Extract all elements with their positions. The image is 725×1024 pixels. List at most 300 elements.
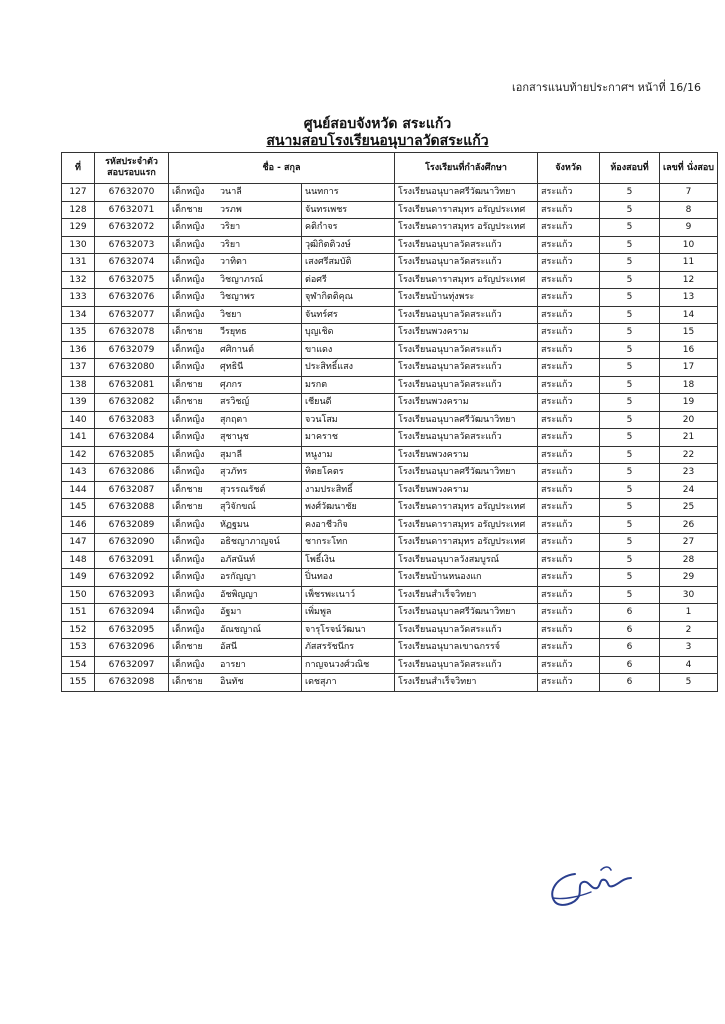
- candidate-name: [169, 551, 302, 569]
- seat-number: 4: [660, 656, 718, 674]
- candidate-surname: เชียนดี: [302, 394, 395, 412]
- seat-number: 13: [660, 289, 718, 307]
- candidate-first-name: สุกฤตา: [220, 414, 248, 425]
- candidate-surname: โพธิ์เงิน: [302, 551, 395, 569]
- row-number: 148: [62, 551, 95, 569]
- table-row: [62, 534, 718, 552]
- candidate-name: [169, 446, 302, 464]
- candidate-surname: คติกำจร: [302, 219, 395, 237]
- province: สระแก้ว: [538, 359, 600, 377]
- candidate-first-name: อินทัช: [220, 677, 244, 688]
- candidate-surname: คงอาชีวกิจ: [302, 516, 395, 534]
- candidate-surname: จันทรเพชร: [302, 201, 395, 219]
- candidate-prefix: เด็กหญิง: [172, 362, 205, 373]
- candidate-prefix: เด็กหญิง: [172, 589, 205, 600]
- table-row: [62, 306, 718, 324]
- room-number: 6: [600, 656, 660, 674]
- candidate-first-name: อธิชญาภาญจน์: [220, 537, 280, 548]
- seat-number: 7: [660, 184, 718, 202]
- candidate-surname: เพ็ชรพะเนาว์: [302, 586, 395, 604]
- candidate-surname: จารุโรจน์วัฒนา: [302, 621, 395, 639]
- candidate-first-name: วริยา: [220, 239, 241, 250]
- school-name: โรงเรียนพวงคราม: [395, 324, 538, 342]
- candidate-code: 67632086: [95, 464, 169, 482]
- province: สระแก้ว: [538, 604, 600, 622]
- province: สระแก้ว: [538, 499, 600, 517]
- room-number: 5: [600, 306, 660, 324]
- header-province: จังหวัด: [538, 153, 600, 184]
- candidate-code: 67632071: [95, 201, 169, 219]
- candidate-first-name: วนาลี: [220, 187, 242, 198]
- province: สระแก้ว: [538, 516, 600, 534]
- candidate-name: [169, 394, 302, 412]
- candidate-name: [169, 236, 302, 254]
- candidate-code: 67632074: [95, 254, 169, 272]
- candidate-name: [169, 639, 302, 657]
- candidate-prefix: เด็กหญิง: [172, 659, 205, 670]
- candidate-name: [169, 674, 302, 692]
- candidate-surname: นนทการ: [302, 184, 395, 202]
- table-row: [62, 219, 718, 237]
- school-name: โรงเรียนอนุบาลวัดสระแก้ว: [395, 656, 538, 674]
- candidate-name: [169, 499, 302, 517]
- school-name: โรงเรียนดาราสมุทร อรัญประเทศ: [395, 499, 538, 517]
- candidate-prefix: เด็กหญิง: [172, 257, 205, 268]
- room-number: 5: [600, 376, 660, 394]
- candidate-name: [169, 184, 302, 202]
- page-reference: เอกสารแนบท้ายประกาศฯ หน้าที่ 16/16: [512, 81, 701, 94]
- header-code: รหัสประจำตัว สอบรอบแรก: [95, 153, 169, 184]
- candidate-surname: ขาแดง: [302, 341, 395, 359]
- candidate-prefix: เด็กหญิง: [172, 537, 205, 548]
- row-number: 149: [62, 569, 95, 587]
- candidate-surname: ปิ่นทอง: [302, 569, 395, 587]
- room-number: 6: [600, 674, 660, 692]
- row-number: 128: [62, 201, 95, 219]
- room-number: 5: [600, 516, 660, 534]
- school-name: โรงเรียนดาราสมุทร อรัญประเทศ: [395, 534, 538, 552]
- seat-number: 14: [660, 306, 718, 324]
- province: สระแก้ว: [538, 201, 600, 219]
- candidate-prefix: เด็กชาย: [172, 502, 203, 513]
- province: สระแก้ว: [538, 639, 600, 657]
- candidate-prefix: เด็กหญิง: [172, 624, 205, 635]
- school-name: โรงเรียนอนุบาลวัดสระแก้ว: [395, 376, 538, 394]
- candidate-code: 67632080: [95, 359, 169, 377]
- candidate-prefix: เด็กชาย: [172, 642, 203, 653]
- candidate-prefix: เด็กหญิง: [172, 274, 205, 285]
- province: สระแก้ว: [538, 184, 600, 202]
- seat-number: 25: [660, 499, 718, 517]
- candidate-code: 67632087: [95, 481, 169, 499]
- row-number: 130: [62, 236, 95, 254]
- candidate-surname: ภัสสรรัชนีกร: [302, 639, 395, 657]
- seat-number: 10: [660, 236, 718, 254]
- table-row: [62, 516, 718, 534]
- province: สระแก้ว: [538, 674, 600, 692]
- row-number: 132: [62, 271, 95, 289]
- room-number: 5: [600, 271, 660, 289]
- candidate-prefix: เด็กหญิง: [172, 519, 205, 530]
- candidate-surname: ชากระโทก: [302, 534, 395, 552]
- candidate-first-name: อรกัญญา: [220, 572, 257, 583]
- candidate-surname: ทิตยโคตร: [302, 464, 395, 482]
- candidate-surname: งามประสิทธิ์: [302, 481, 395, 499]
- candidate-first-name: วรภพ: [220, 204, 242, 215]
- row-number: 131: [62, 254, 95, 272]
- candidate-name: [169, 481, 302, 499]
- room-number: 5: [600, 586, 660, 604]
- row-number: 150: [62, 586, 95, 604]
- room-number: 5: [600, 219, 660, 237]
- candidate-prefix: เด็กหญิง: [172, 449, 205, 460]
- candidate-name: [169, 254, 302, 272]
- seat-number: 30: [660, 586, 718, 604]
- province: สระแก้ว: [538, 429, 600, 447]
- school-name: โรงเรียนดาราสมุทร อรัญประเทศ: [395, 516, 538, 534]
- seat-number: 15: [660, 324, 718, 342]
- candidate-prefix: เด็กหญิง: [172, 554, 205, 565]
- candidate-name: [169, 411, 302, 429]
- province: สระแก้ว: [538, 376, 600, 394]
- row-number: 153: [62, 639, 95, 657]
- candidate-first-name: สุวภัทร: [220, 467, 248, 478]
- header-no: ที่: [62, 153, 95, 184]
- school-name: โรงเรียนอนุบาลวัดสระแก้ว: [395, 359, 538, 377]
- candidate-surname: เดชสุภา: [302, 674, 395, 692]
- room-number: 5: [600, 411, 660, 429]
- candidate-code: 67632075: [95, 271, 169, 289]
- school-name: โรงเรียนอนุบาลวัดสระแก้ว: [395, 341, 538, 359]
- table-row: [62, 446, 718, 464]
- candidate-code: 67632090: [95, 534, 169, 552]
- candidate-surname: จันทร์ศร: [302, 306, 395, 324]
- table-row: [62, 411, 718, 429]
- candidate-code: 67632081: [95, 376, 169, 394]
- candidate-first-name: อัฐมา: [220, 607, 242, 618]
- signature-icon: [545, 852, 645, 912]
- row-number: 138: [62, 376, 95, 394]
- table-row: [62, 324, 718, 342]
- table-row: [62, 429, 718, 447]
- candidate-first-name: อัณชญาณ์: [220, 624, 261, 635]
- candidate-prefix: เด็กหญิง: [172, 187, 205, 198]
- row-number: 146: [62, 516, 95, 534]
- seat-number: 12: [660, 271, 718, 289]
- room-number: 5: [600, 569, 660, 587]
- candidate-prefix: เด็กหญิง: [172, 309, 205, 320]
- candidate-code: 67632097: [95, 656, 169, 674]
- school-name: โรงเรียนสำเร็จวิทยา: [395, 674, 538, 692]
- row-number: 147: [62, 534, 95, 552]
- table-row: [62, 359, 718, 377]
- candidate-code: 67632070: [95, 184, 169, 202]
- room-number: 5: [600, 289, 660, 307]
- room-number: 5: [600, 551, 660, 569]
- seat-number: 3: [660, 639, 718, 657]
- table-row: [62, 656, 718, 674]
- candidate-name: [169, 341, 302, 359]
- candidate-first-name: วาทิตา: [220, 257, 247, 268]
- header-school: โรงเรียนที่กำลังศึกษา: [395, 153, 538, 184]
- table-row: [62, 586, 718, 604]
- room-number: 5: [600, 394, 660, 412]
- row-number: 151: [62, 604, 95, 622]
- candidate-code: 67632083: [95, 411, 169, 429]
- province: สระแก้ว: [538, 621, 600, 639]
- exam-venue-subtitle: สนามสอบโรงเรียนอนุบาลวัดสระแก้ว: [266, 133, 489, 149]
- province: สระแก้ว: [538, 586, 600, 604]
- candidate-name: [169, 289, 302, 307]
- candidate-name: [169, 271, 302, 289]
- candidate-code: 67632072: [95, 219, 169, 237]
- school-name: โรงเรียนพวงคราม: [395, 394, 538, 412]
- table-row: [62, 289, 718, 307]
- seat-number: 5: [660, 674, 718, 692]
- row-number: 129: [62, 219, 95, 237]
- province: สระแก้ว: [538, 464, 600, 482]
- candidate-name: [169, 219, 302, 237]
- province: สระแก้ว: [538, 411, 600, 429]
- header-seat: เลขที่ นั่งสอบ: [660, 153, 718, 184]
- candidate-first-name: สรวิชญ์: [220, 397, 250, 408]
- seat-number: 21: [660, 429, 718, 447]
- candidate-first-name: สุวิจักขณ์: [220, 502, 256, 513]
- school-name: โรงเรียนบ้านทุ่งพระ: [395, 289, 538, 307]
- row-number: 142: [62, 446, 95, 464]
- seat-number: 23: [660, 464, 718, 482]
- candidate-first-name: อารยา: [220, 659, 246, 670]
- candidate-name: [169, 376, 302, 394]
- school-name: โรงเรียนดาราสมุทร อรัญประเทศ: [395, 201, 538, 219]
- seat-number: 29: [660, 569, 718, 587]
- candidate-surname: ต่อศรี: [302, 271, 395, 289]
- candidate-prefix: เด็กหญิง: [172, 344, 205, 355]
- school-name: โรงเรียนอนุบาลศรีวัฒนาวิทยา: [395, 184, 538, 202]
- province: สระแก้ว: [538, 551, 600, 569]
- room-number: 5: [600, 534, 660, 552]
- province: สระแก้ว: [538, 289, 600, 307]
- candidate-prefix: เด็กหญิง: [172, 432, 205, 443]
- row-number: 137: [62, 359, 95, 377]
- table-row: [62, 464, 718, 482]
- candidate-code: 67632082: [95, 394, 169, 412]
- row-number: 152: [62, 621, 95, 639]
- room-number: 5: [600, 324, 660, 342]
- seat-number: 11: [660, 254, 718, 272]
- seat-number: 16: [660, 341, 718, 359]
- row-number: 144: [62, 481, 95, 499]
- candidate-code: 67632089: [95, 516, 169, 534]
- seat-number: 1: [660, 604, 718, 622]
- room-number: 5: [600, 359, 660, 377]
- candidate-code: 67632073: [95, 236, 169, 254]
- province: สระแก้ว: [538, 394, 600, 412]
- candidate-surname: เพิ่มพูล: [302, 604, 395, 622]
- school-name: โรงเรียนอนุบาลวัดสระแก้ว: [395, 306, 538, 324]
- seat-number: 24: [660, 481, 718, 499]
- candidate-prefix: เด็กหญิง: [172, 292, 205, 303]
- province: สระแก้ว: [538, 446, 600, 464]
- candidate-prefix: เด็กหญิง: [172, 572, 205, 583]
- province: สระแก้ว: [538, 656, 600, 674]
- candidate-code: 67632091: [95, 551, 169, 569]
- candidate-name: [169, 534, 302, 552]
- row-number: 139: [62, 394, 95, 412]
- room-number: 6: [600, 639, 660, 657]
- candidate-prefix: เด็กชาย: [172, 677, 203, 688]
- row-number: 140: [62, 411, 95, 429]
- school-name: โรงเรียนอนุบาลวัดสระแก้ว: [395, 254, 538, 272]
- candidate-prefix: เด็กชาย: [172, 397, 203, 408]
- candidate-code: 67632078: [95, 324, 169, 342]
- header-room: ห้องสอบที่: [600, 153, 660, 184]
- table-header-row: [62, 153, 718, 184]
- row-number: 143: [62, 464, 95, 482]
- row-number: 136: [62, 341, 95, 359]
- room-number: 5: [600, 201, 660, 219]
- candidate-surname: เสงศรีสมบัติ: [302, 254, 395, 272]
- seat-number: 27: [660, 534, 718, 552]
- school-name: โรงเรียนบ้านหนองแก: [395, 569, 538, 587]
- row-number: 134: [62, 306, 95, 324]
- school-name: โรงเรียนพวงคราม: [395, 481, 538, 499]
- province: สระแก้ว: [538, 306, 600, 324]
- row-number: 133: [62, 289, 95, 307]
- candidate-first-name: สุวรรณรัชต์: [220, 484, 266, 495]
- table-row: [62, 376, 718, 394]
- seat-number: 19: [660, 394, 718, 412]
- header-name: ชื่อ - สกุล: [169, 153, 395, 184]
- candidate-first-name: อัสนี: [220, 642, 238, 653]
- row-number: 145: [62, 499, 95, 517]
- candidate-surname: จวนโสม: [302, 411, 395, 429]
- province: สระแก้ว: [538, 569, 600, 587]
- candidate-first-name: อภัสนันท์: [220, 554, 256, 565]
- room-number: 5: [600, 236, 660, 254]
- candidate-name: [169, 604, 302, 622]
- candidate-prefix: เด็กหญิง: [172, 222, 205, 233]
- candidate-name: [169, 516, 302, 534]
- school-name: โรงเรียนสำเร็จวิทยา: [395, 586, 538, 604]
- candidate-first-name: อัชพิญญา: [220, 589, 258, 600]
- seat-number: 2: [660, 621, 718, 639]
- seat-number: 8: [660, 201, 718, 219]
- candidate-first-name: สุมาลี: [220, 449, 242, 460]
- candidate-name: [169, 201, 302, 219]
- school-name: โรงเรียนพวงคราม: [395, 446, 538, 464]
- room-number: 5: [600, 446, 660, 464]
- candidate-prefix: เด็กหญิง: [172, 607, 205, 618]
- table-row: [62, 236, 718, 254]
- candidate-prefix: เด็กชาย: [172, 204, 203, 215]
- candidate-surname: หนูงาม: [302, 446, 395, 464]
- room-number: 5: [600, 429, 660, 447]
- room-number: 5: [600, 481, 660, 499]
- table-row: [62, 639, 718, 657]
- table-body: [62, 184, 718, 692]
- candidate-code: 67632077: [95, 306, 169, 324]
- candidate-surname: มาคราช: [302, 429, 395, 447]
- candidate-first-name: วิชญาภรณ์: [220, 274, 264, 285]
- table-row: [62, 621, 718, 639]
- province: สระแก้ว: [538, 324, 600, 342]
- province: สระแก้ว: [538, 481, 600, 499]
- candidate-prefix: เด็กหญิง: [172, 467, 205, 478]
- candidate-code: 67632096: [95, 639, 169, 657]
- table-row: [62, 481, 718, 499]
- title-block: [0, 116, 725, 150]
- exam-center-title: ศูนย์สอบจังหวัด สระแก้ว: [303, 116, 452, 132]
- table-row: [62, 604, 718, 622]
- table-row: [62, 341, 718, 359]
- row-number: 154: [62, 656, 95, 674]
- candidate-code: 67632098: [95, 674, 169, 692]
- candidate-surname: บุญเชิด: [302, 324, 395, 342]
- room-number: 5: [600, 499, 660, 517]
- candidate-first-name: ศุทธินี: [220, 362, 244, 373]
- room-number: 5: [600, 254, 660, 272]
- seat-number: 26: [660, 516, 718, 534]
- room-number: 5: [600, 464, 660, 482]
- table-row: [62, 551, 718, 569]
- school-name: โรงเรียนอนุบาลวัดสระแก้ว: [395, 429, 538, 447]
- candidate-surname: ประสิทธิ์แสง: [302, 359, 395, 377]
- school-name: โรงเรียนอนุบาลวัดสระแก้ว: [395, 236, 538, 254]
- candidate-first-name: วริยา: [220, 222, 241, 233]
- table-row: [62, 184, 718, 202]
- candidate-name: [169, 306, 302, 324]
- room-number: 5: [600, 341, 660, 359]
- school-name: โรงเรียนอนุบาลศรีวัฒนาวิทยา: [395, 604, 538, 622]
- candidate-first-name: วีรยุทธ: [220, 327, 247, 338]
- candidate-surname: กาญจนวงศ์วณิช: [302, 656, 395, 674]
- room-number: 6: [600, 604, 660, 622]
- table-row: [62, 499, 718, 517]
- candidate-code: 67632088: [95, 499, 169, 517]
- table-row: [62, 674, 718, 692]
- province: สระแก้ว: [538, 341, 600, 359]
- seat-number: 22: [660, 446, 718, 464]
- room-number: 5: [600, 184, 660, 202]
- candidate-surname: วุฒิกิตติวงษ์: [302, 236, 395, 254]
- seat-number: 9: [660, 219, 718, 237]
- candidate-table: [61, 152, 718, 692]
- school-name: โรงเรียนดาราสมุทร อรัญประเทศ: [395, 219, 538, 237]
- seat-number: 18: [660, 376, 718, 394]
- row-number: 141: [62, 429, 95, 447]
- table-row: [62, 201, 718, 219]
- school-name: โรงเรียนอนุบาลศรีวัฒนาวิทยา: [395, 464, 538, 482]
- candidate-code: 67632094: [95, 604, 169, 622]
- room-number: 6: [600, 621, 660, 639]
- candidate-surname: พงศ์วัฒนาชัย: [302, 499, 395, 517]
- candidate-code: 67632093: [95, 586, 169, 604]
- candidate-code: 67632095: [95, 621, 169, 639]
- seat-number: 17: [660, 359, 718, 377]
- province: สระแก้ว: [538, 534, 600, 552]
- candidate-code: 67632085: [95, 446, 169, 464]
- candidate-surname: จุฬากิตติคุณ: [302, 289, 395, 307]
- school-name: โรงเรียนอนุบาลเขาฉกรรจ์: [395, 639, 538, 657]
- candidate-first-name: วิชญาพร: [220, 292, 255, 303]
- candidate-first-name: ศุภกร: [220, 379, 242, 390]
- seat-number: 28: [660, 551, 718, 569]
- school-name: โรงเรียนอนุบาลศรีวัฒนาวิทยา: [395, 411, 538, 429]
- candidate-name: [169, 324, 302, 342]
- candidate-prefix: เด็กหญิง: [172, 239, 205, 250]
- candidate-name: [169, 359, 302, 377]
